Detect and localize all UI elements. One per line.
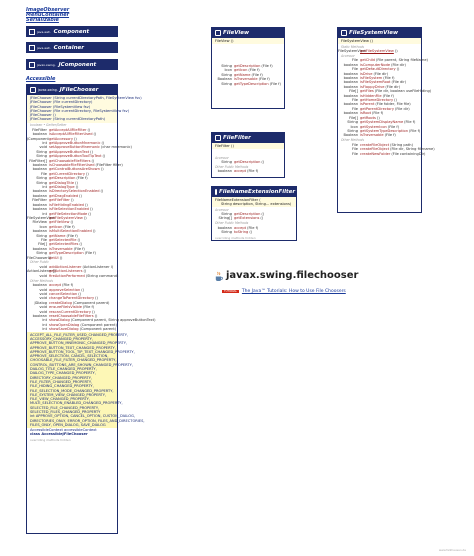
method-row[interactable]: boolean accept (File f) xyxy=(217,225,259,230)
method-row[interactable]: int showDialog (Component parent, String approveButtonText) xyxy=(42,318,156,323)
class-filefilter xyxy=(211,132,285,178)
class-container[interactable]: java.awt. Container xyxy=(26,42,118,53)
method-row[interactable]: File[] getFiles (File dir, boolean useFileHiding) xyxy=(349,89,432,94)
footnote: overriding methods hidden xyxy=(30,437,71,442)
text-line: JFileChooser () xyxy=(30,113,56,118)
fnef-header[interactable]: FileNameExtensionFilter xyxy=(212,187,296,197)
method-row[interactable]: void approveSelection () xyxy=(39,287,85,292)
footnote: overriding methods hidden xyxy=(215,235,256,240)
method-list-public xyxy=(27,265,117,278)
method-row[interactable]: Boolean isTraversable (File f) xyxy=(217,77,270,82)
text-line: SELECTED_FILE_CHANGED_PROPERTY, xyxy=(30,405,100,410)
method-row[interactable]: String getDescription (File f) xyxy=(221,64,273,68)
method-row[interactable]: FileChooserUI getUI () xyxy=(27,255,63,260)
text-line: ACCEPT_ALL_FILE_FILTER_USED_CHANGED_PROPERTY, xyxy=(30,332,129,337)
method-row[interactable]: String getTypeDescription (File f) xyxy=(36,251,96,256)
method-row[interactable]: File[] getSelectedFiles () xyxy=(38,242,83,247)
method-row[interactable]: int showSaveDialog (Component parent) xyxy=(42,327,117,332)
method-row[interactable]: String getApproveButtonToolTipText () xyxy=(36,154,106,159)
method-row[interactable]: boolean isChoosableFileFilterUsed (FileFilter filter) xyxy=(32,163,123,168)
method-row[interactable]: String getSystemTypeDescription (File f) xyxy=(347,128,421,133)
text-line: JFileChooser (String currentDirectoryPath, FileSystemView fsv) xyxy=(30,96,142,100)
method-row[interactable]: Icon getIcon (File f) xyxy=(224,68,260,73)
text-line: APPROVE_SELECTION, CANCEL_SELECTION, xyxy=(30,354,109,359)
class-icon xyxy=(215,30,221,36)
field-list xyxy=(30,332,135,415)
tutorial-badge: TUTORIAL xyxy=(224,290,237,293)
method-row[interactable]: File createFileObject (File dir, String filename) xyxy=(351,147,435,152)
method-list xyxy=(338,58,432,138)
jfilechooser-header[interactable]: javax.swing. JFileChooser xyxy=(27,85,117,95)
link-serializable[interactable]: Serializable xyxy=(26,17,59,23)
method-row[interactable]: Icon getIcon (File f) xyxy=(39,224,75,229)
class-icon xyxy=(215,135,221,141)
method-row[interactable]: boolean isDrive (File dir) xyxy=(343,71,389,76)
section-label: Static Methods xyxy=(341,44,365,49)
method-row[interactable]: boolean isFileSystemRoot (File dir) xyxy=(343,80,407,85)
class-icon xyxy=(30,87,36,93)
method-row[interactable]: boolean accept (File f) xyxy=(217,169,259,174)
constructors xyxy=(27,95,142,123)
method-row[interactable]: FileFilter[] getChoosableFileFilters () xyxy=(29,158,95,163)
method-row[interactable]: ActionListener[] getActionListeners () xyxy=(27,269,87,274)
method-row[interactable]: boolean isFileSystem (File f) xyxy=(343,76,395,81)
class-filenameextensionfilter xyxy=(211,186,297,241)
link-imageobserver[interactable]: ImageObserver xyxy=(26,7,70,13)
class-fileview xyxy=(211,27,285,109)
text-line: MULTI_SELECTION_ENABLED_CHANGED_PROPERTY, xyxy=(30,401,123,406)
method-row[interactable]: void addActionListener (ActionListener l) xyxy=(39,264,114,269)
section-label: Accessor xyxy=(215,207,229,212)
method-row[interactable]: Boolean isTraversable (File f) xyxy=(343,133,396,138)
method-row[interactable]: String getDialogTitle () xyxy=(36,180,78,185)
constructor: FileFilter () xyxy=(212,143,284,149)
method-row[interactable]: String getSystemDisplayName (File f) xyxy=(347,120,416,125)
method-row[interactable]: String getName (File f) xyxy=(36,233,78,238)
class-icon xyxy=(341,30,347,36)
text-line: DIALOG_TYPE_CHANGED_PROPERTY, xyxy=(30,371,96,376)
method-row[interactable]: boolean isFileHidingEnabled () xyxy=(32,202,88,207)
constructor: FileSystemView () xyxy=(338,38,421,44)
method-list-other xyxy=(212,226,296,235)
tutorial-link[interactable]: TUTORIAL The Java™ Tutorials: How to Use File Choosers xyxy=(224,289,346,294)
method-row[interactable]: File getHomeDirectory () xyxy=(351,98,397,103)
method-row[interactable]: boolean isTraversable (File f) xyxy=(32,246,85,251)
text-line: SELECTED_FILES_CHANGED_PROPERTY xyxy=(30,410,101,414)
constructor: FileNameExtensionFilter ( String description, String... extensions) xyxy=(212,197,296,207)
class-jcomponent[interactable]: javax.swing. JComponent xyxy=(26,59,118,70)
text-line: DIRECTORY_CHANGED_PROPERTY, xyxy=(30,375,93,380)
method-row[interactable]: void rescanCurrentDirectory () xyxy=(39,309,95,314)
method-row[interactable]: JDialog createDialog (Component parent) xyxy=(34,300,110,305)
method-row[interactable]: FileView getFileView () xyxy=(32,220,74,225)
section-label: Accessor xyxy=(341,53,355,58)
method-row[interactable]: boolean isFloppyDrive (File dir) xyxy=(343,84,401,89)
text-line: JFileChooser (File currentDirectory) xyxy=(30,100,93,105)
class-icon xyxy=(29,45,35,51)
method-row[interactable]: File getDefaultDirectory () xyxy=(351,67,400,72)
fileview-header[interactable]: FileView xyxy=(212,28,284,38)
text-line: CONTROL_BUTTONS_ARE_SHOWN_CHANGED_PROPERTY, xyxy=(30,362,133,367)
method-row[interactable]: File getSelectedFile () xyxy=(40,237,81,242)
method-row[interactable]: boolean isHiddenFile (File f) xyxy=(343,93,394,98)
method-row[interactable]: void fireActionPerformed (String command) xyxy=(39,273,119,278)
text-line: FILE_HIDING_CHANGED_PROPERTY, xyxy=(30,384,94,389)
method-list xyxy=(212,212,296,221)
method-list-other xyxy=(27,283,156,332)
class-icon xyxy=(29,29,35,35)
method-row[interactable]: boolean isFileSelectionEnabled () xyxy=(32,207,93,212)
method-row[interactable]: boolean isComputerNode (File dir) xyxy=(343,62,406,67)
method-row[interactable]: int getApproveButtonMnemonic () xyxy=(42,141,105,145)
text-line: ACCESSORY_CHANGED_PROPERTY, xyxy=(30,336,94,341)
method-row[interactable]: File getParentDirectory (File dir) xyxy=(351,106,410,111)
text-line: APPROVE_BUTTON_TEXT_CHANGED_PROPERTY, xyxy=(30,345,116,350)
text-line: FILE_SELECTION_MODE_CHANGED_PROPERTY, xyxy=(30,388,114,393)
section-label: Other Methods xyxy=(30,278,53,283)
method-row[interactable]: boolean getControlButtonsAreShown () xyxy=(32,167,104,172)
method-row[interactable]: String toString () xyxy=(221,230,253,235)
method-row[interactable]: File getCurrentDirectory () xyxy=(40,171,89,176)
field-line: FILES_ONLY, OPEN_DIALOG, SAVE_DIALOG xyxy=(30,422,106,427)
method-row[interactable]: File getChild (File parent, String fileName) xyxy=(351,58,428,63)
method-row[interactable]: boolean resetChoosableFileFilters () xyxy=(32,314,98,319)
method-row[interactable]: boolean isMultiSelectionEnabled () xyxy=(32,229,96,234)
method-row[interactable]: FileSystemView getFileSystemView () xyxy=(338,49,398,53)
link-menucontainer[interactable]: MenuContainer xyxy=(26,12,70,18)
class-jfilechooser xyxy=(26,84,156,534)
fsv-header[interactable]: FileSystemView xyxy=(338,28,421,38)
text-line: DIALOG_TITLE_CHANGED_PROPERTY, xyxy=(30,367,97,372)
method-row[interactable]: int getFileSelectionMode () xyxy=(42,211,92,216)
class-icon xyxy=(29,62,35,68)
field-accessiblecontext: AccessibleContext accessibleContext xyxy=(30,428,97,433)
method-row[interactable]: String getDescription () xyxy=(221,212,265,216)
class-filesystemview xyxy=(337,27,435,213)
method-row[interactable]: boolean isDirectorySelectionEnabled () xyxy=(32,189,104,194)
method-row[interactable]: boolean isParent (File folder, File file) xyxy=(343,102,411,107)
method-row[interactable]: boolean getDragEnabled () xyxy=(32,193,82,198)
section-label: Accessor xyxy=(215,155,229,160)
method-row[interactable]: String getTypeDescription (File f) xyxy=(221,81,281,86)
link-accessible[interactable]: Accessible xyxy=(26,76,56,82)
method-row[interactable]: void setApproveButtonMnemonic (char mnemonic) xyxy=(39,145,132,150)
text-line: CHOOSABLE_FILE_FILTER_CHANGED_PROPERTY, xyxy=(30,358,117,363)
filefilter-header[interactable]: FileFilter xyxy=(212,133,284,143)
text-line: APPROVE_BUTTON_TOOL_TIP_TEXT_CHANGED_PROPERTY, xyxy=(30,349,135,354)
method-row[interactable]: JComponent getAccessory () xyxy=(27,136,77,141)
method-list-accessors xyxy=(27,127,132,260)
method-row[interactable]: void ensureFileIsVisible (File f) xyxy=(39,305,95,310)
section-label: Other Public Methods xyxy=(215,164,249,169)
method-row[interactable]: boolean isRoot (File f) xyxy=(343,111,384,116)
method-row[interactable]: FileFilter getFileFilter () xyxy=(32,198,74,203)
java-cup-icon xyxy=(214,271,223,281)
method-row[interactable]: File[] getRoots () xyxy=(349,115,380,120)
section-label: Other Public xyxy=(30,260,49,265)
field-line: DIRECTORIES_ONLY, ERROR_OPTION, FILES_AND_DIRECTORIES, xyxy=(30,418,145,423)
method-row[interactable]: boolean accept (File f) xyxy=(32,283,74,288)
text-line: JFileChooser (FileSystemView fsv) xyxy=(30,104,91,109)
text-line: JFileChooser (String currentDirectoryPath) xyxy=(30,117,106,122)
section-label: Other Public Methods xyxy=(215,221,249,226)
method-row[interactable]: int getDialogType () xyxy=(42,185,79,190)
method-row[interactable]: boolean isAcceptAllFileFilterUsed () xyxy=(32,132,97,137)
fields-block xyxy=(27,332,145,429)
method-row[interactable]: void cancelSelection () xyxy=(39,292,82,296)
class-component[interactable]: java.awt. Component xyxy=(26,26,118,37)
method-list-other xyxy=(338,142,435,156)
text-line: APPROVE_BUTTON_MNEMONIC_CHANGED_PROPERTY, xyxy=(30,341,128,346)
section-label: Other Methods xyxy=(341,138,364,143)
method-row[interactable]: FileSystemView getFileSystemView () xyxy=(27,215,87,220)
method-row[interactable]: FileFilter getAcceptAllFileFilter () xyxy=(32,127,91,132)
text-line: FILE_FILTER_CHANGED_PROPERTY, xyxy=(30,379,93,384)
text-line: FILE_VIEW_CHANGED_PROPERTY, xyxy=(30,397,91,402)
method-row[interactable]: Icon getSystemIcon (File f) xyxy=(350,124,400,129)
package-title: javax.swing.filechooser xyxy=(214,270,358,281)
text-line: JFileChooser (File currentDirectory, FileSystemView fsv) xyxy=(30,108,130,113)
method-row[interactable]: File createFileObject (String path) xyxy=(351,142,413,147)
method-row[interactable]: void changeToParentDirectory () xyxy=(39,296,98,301)
method-row[interactable]: String getName (File f) xyxy=(221,72,263,77)
method-list xyxy=(212,64,284,86)
constructor: FileView () xyxy=(212,38,284,44)
method-row[interactable]: File createNewFolder (File containingDir) xyxy=(351,151,426,156)
method-row[interactable]: String getDescription () xyxy=(221,160,265,164)
method-row[interactable]: String getApproveButtonText () xyxy=(36,149,93,154)
method-row[interactable]: int showOpenDialog (Component parent) xyxy=(42,322,117,327)
field-line: int APPROVE_OPTION, CANCEL_OPTION, CUSTOM_DIALOG, xyxy=(30,414,136,419)
method-row[interactable]: String[] getExtensions () xyxy=(218,216,264,221)
text-line: FILE_SYSTEM_VIEW_CHANGED_PROPERTY, xyxy=(30,392,107,397)
method-row[interactable]: String getDescription (File f) xyxy=(36,176,88,181)
credit-text: www.falkhausen.de xyxy=(438,548,466,552)
inner-class: class AccessibleJFileChooser xyxy=(30,432,88,437)
section-label: boolean • Getter/Setter xyxy=(30,123,67,128)
class-icon xyxy=(215,189,217,195)
